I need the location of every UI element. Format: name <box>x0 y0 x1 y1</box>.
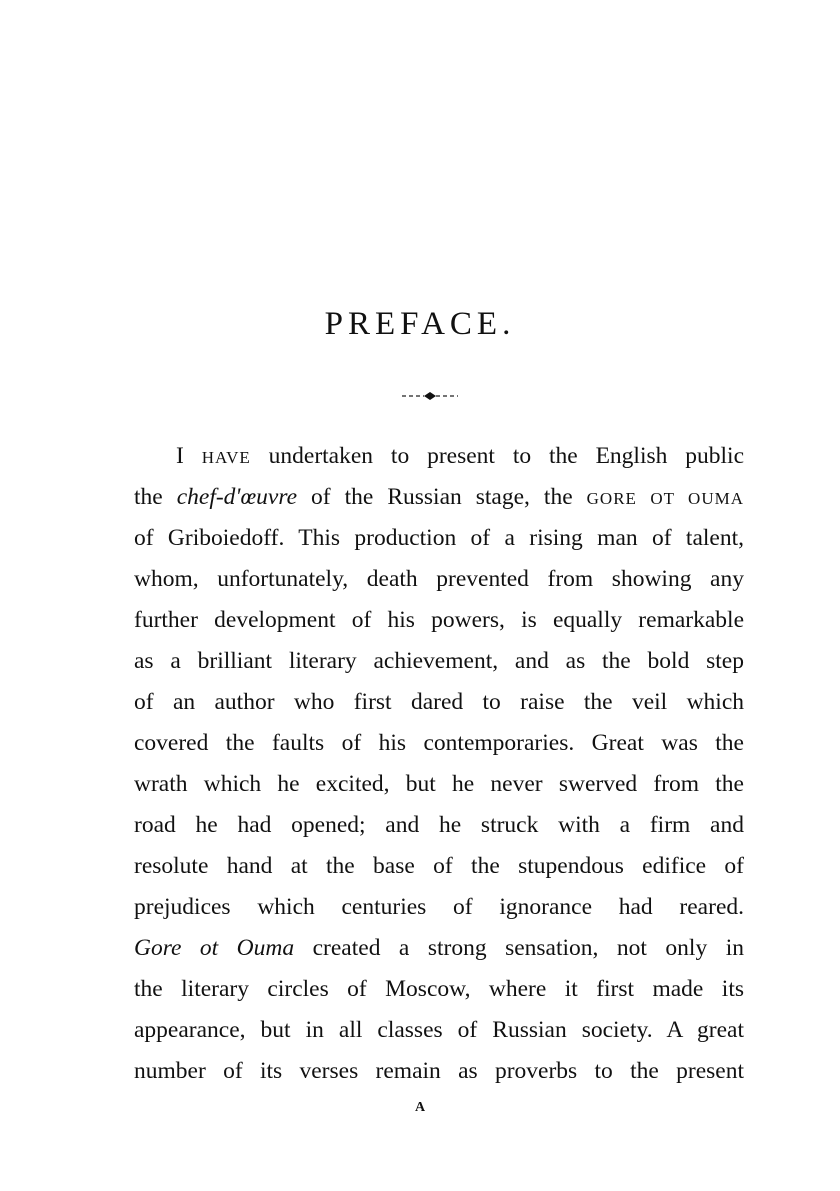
page-title: PREFACE. <box>324 306 516 342</box>
text-line: I HAVE undertaken to present to the English public <box>176 443 745 469</box>
signature-mark: A <box>414 1100 426 1115</box>
text-line: covered the faults of his contemporaries. Great was the <box>134 730 744 756</box>
text-line: appearance, but in all classes of Russian society. A great <box>134 1017 744 1043</box>
text-line: as a brilliant literary achievement, and as the bold step <box>134 648 744 674</box>
text-line: of an author who first dared to raise the veil which <box>134 689 744 715</box>
text-line: resolute hand at the base of the stupendous edifice of <box>134 853 744 879</box>
preface-text <box>134 436 744 1092</box>
text-line: of Griboiedoff. This production of a rising man of talent, <box>134 525 744 551</box>
text-line: whom, unfortunately, death prevented from showing any <box>134 566 744 592</box>
text-line: the chef-d'œuvre of the Russian stage, the GORE OT OUMA <box>134 484 744 510</box>
text-line: prejudices which centuries of ignorance had reared. <box>134 894 744 920</box>
text-line: road he had opened; and he struck with a firm and <box>134 812 744 838</box>
text-line: wrath which he excited, but he never swerved from the <box>134 771 744 797</box>
text-line: further development of his powers, is equally remarkable <box>134 607 744 633</box>
text-line: Gore ot Ouma created a strong sensation, not only in <box>134 935 744 961</box>
ornament-divider <box>390 386 470 406</box>
text-line: number of its verses remain as proverbs to the present <box>134 1058 744 1084</box>
text-line: the literary circles of Moscow, where it first made its <box>134 976 744 1002</box>
